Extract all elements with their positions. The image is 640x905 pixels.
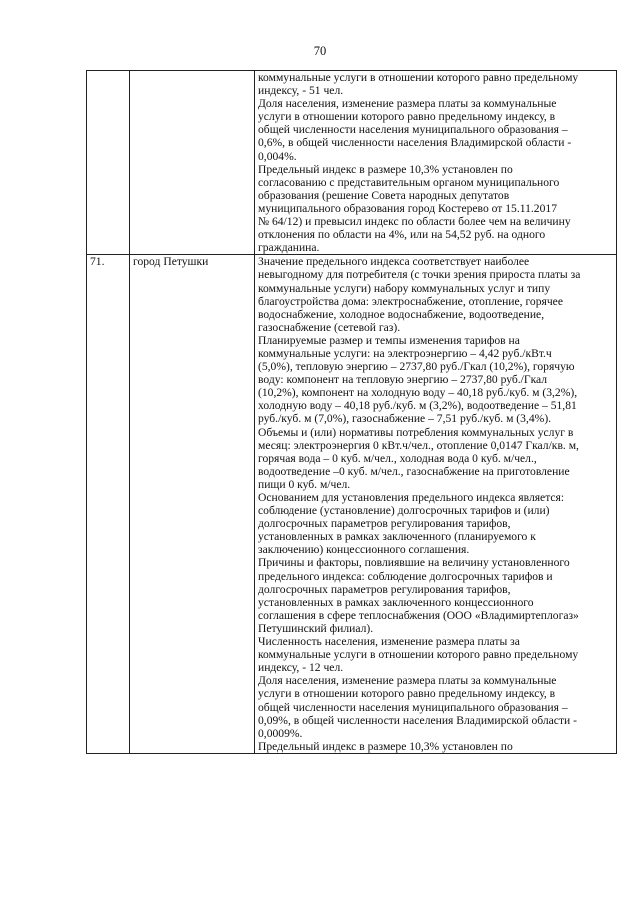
text-line: Численность населения, изменение размера платы за: [258, 635, 520, 649]
text-line: невыгодному для потребителя (с точки зрения прироста платы за: [258, 268, 581, 282]
text-line: образования (решение Совета народных депутатов: [258, 188, 510, 202]
text-line: долгосрочных параметров регулирования тарифов,: [258, 582, 511, 596]
text-line: общей численности населения муниципального образования –: [258, 123, 568, 137]
text-line: индексу, - 12 чел.: [258, 661, 344, 675]
text-line: 0,004%.: [258, 149, 297, 163]
text-line: согласованию с представительным органом муниципального: [258, 175, 560, 189]
table-row: [87, 255, 617, 754]
text-line: предельного индекса: соблюдение долгосрочных тарифов и: [258, 569, 553, 583]
municipality-name-cell: город Петушки: [130, 255, 255, 754]
text-line: коммунальные услуги: на электроэнергию – 4,42 руб./кВт.ч: [258, 346, 552, 360]
index-table: [86, 70, 617, 754]
text-line: Доля населения, изменение размера платы за коммунальные: [258, 97, 557, 111]
text-line: соблюдение (установление) долгосрочных тарифов и (или): [258, 504, 550, 518]
text-line: пищи 0 куб. м/чел.: [258, 477, 351, 491]
text-line: гражданина.: [258, 241, 320, 255]
text-line: услуги в отношении которого равно предельному индексу, в: [258, 110, 556, 124]
text-line: газоснабжение (сетевой газ).: [258, 320, 401, 334]
text-line: (10,2%), компонент на холодную воду – 40,18 руб./куб. м (3,2%),: [258, 386, 578, 400]
text-line: руб./куб. м (7,0%), газоснабжение – 7,51 руб./куб. м (3,4%).: [258, 412, 552, 426]
text-line: Петушинский филиал).: [258, 621, 374, 635]
text-line: установленных в рамках заключенного концессионного: [258, 595, 534, 609]
text-line: 0,09%, в общей численности населения Владимирской области -: [258, 713, 577, 727]
text-line: 0,0009%.: [258, 726, 303, 740]
text-line: коммунальные услуги) набору коммунальных услуг и типу: [258, 281, 551, 295]
text-line: муниципального образования город Костерево от 15.11.2017: [258, 201, 557, 215]
text-line: месяц: электроэнергия 0 кВт.ч/чел., отопление 0,0147 Гкал/кв. м,: [258, 438, 579, 452]
text-line: воду: компонент на тепловую энергию – 2737,80 руб./Гкал: [258, 373, 548, 387]
text-line: Предельный индекс в размере 10,3% установлен по: [258, 739, 513, 753]
text-line: водоснабжение, холодное водоснабжение, водоотведение,: [258, 307, 545, 321]
text-line: Значение предельного индекса соответствует наиболее: [258, 255, 530, 269]
text-line: услуги в отношении которого равно предельному индексу, в: [258, 687, 556, 701]
text-line: горячая вода – 0 куб. м/чел., холодная вода 0 куб. м/чел.,: [258, 451, 537, 465]
description-cell: [255, 71, 617, 255]
text-line: Основанием для установления предельного индекса является:: [258, 491, 565, 504]
page-number: 70: [313, 44, 327, 58]
text-line: коммунальные услуги в отношении которого равно предельному: [258, 71, 579, 84]
text-line: коммунальные услуги в отношении которого равно предельному: [258, 648, 579, 662]
text-line: № 64/12) и превысил индекс по области более чем на величину: [258, 215, 571, 229]
text-line: Планируемые размер и темпы изменения тарифов на: [258, 333, 520, 347]
text-line: холодную воду – 40,18 руб./куб. м (3,2%), водоотведение – 51,81: [258, 399, 577, 413]
text-line: заключению) концессионного соглашения.: [258, 543, 470, 557]
text-line: долгосрочных параметров регулирования тарифов,: [258, 517, 511, 531]
row-number-cell: [87, 71, 130, 255]
text-line: (5,0%), тепловую энергию – 2737,80 руб./Гкал (10,2%), горячую: [258, 360, 575, 374]
text-line: 0,6%, в общей численности населения Владимирской области -: [258, 136, 572, 150]
text-line: соглашения в сфере теплоснабжения (ООО «Владимиртеплогаз»: [258, 608, 579, 622]
text-line: водоотведение –0 куб. м/чел., газоснабжение на приготовление: [258, 464, 570, 478]
text-line: Доля населения, изменение размера платы за коммунальные: [258, 674, 557, 688]
text-line: Причины и факторы, повлиявшие на величину установленного: [258, 556, 570, 570]
row-number-cell: 71.: [87, 255, 130, 754]
municipality-name-cell: [130, 71, 255, 255]
text-line: Объемы и (или) нормативы потребления коммунальных услуг в: [258, 425, 574, 439]
text-line: индексу, - 51 чел.: [258, 84, 344, 98]
text-line: общей численности населения муниципального образования –: [258, 700, 568, 714]
table-row: [87, 71, 617, 255]
text-line: Предельный индекс в размере 10,3% установлен по: [258, 162, 513, 176]
text-line: благоустройства дома: электроснабжение, отопление, горячее: [258, 294, 563, 308]
description-cell: [255, 255, 617, 754]
text-line: отклонения по области на 4%, или на 54,52 руб. на одного: [258, 228, 546, 242]
text-line: установленных в рамках заключенного (планируемого к: [258, 530, 536, 544]
